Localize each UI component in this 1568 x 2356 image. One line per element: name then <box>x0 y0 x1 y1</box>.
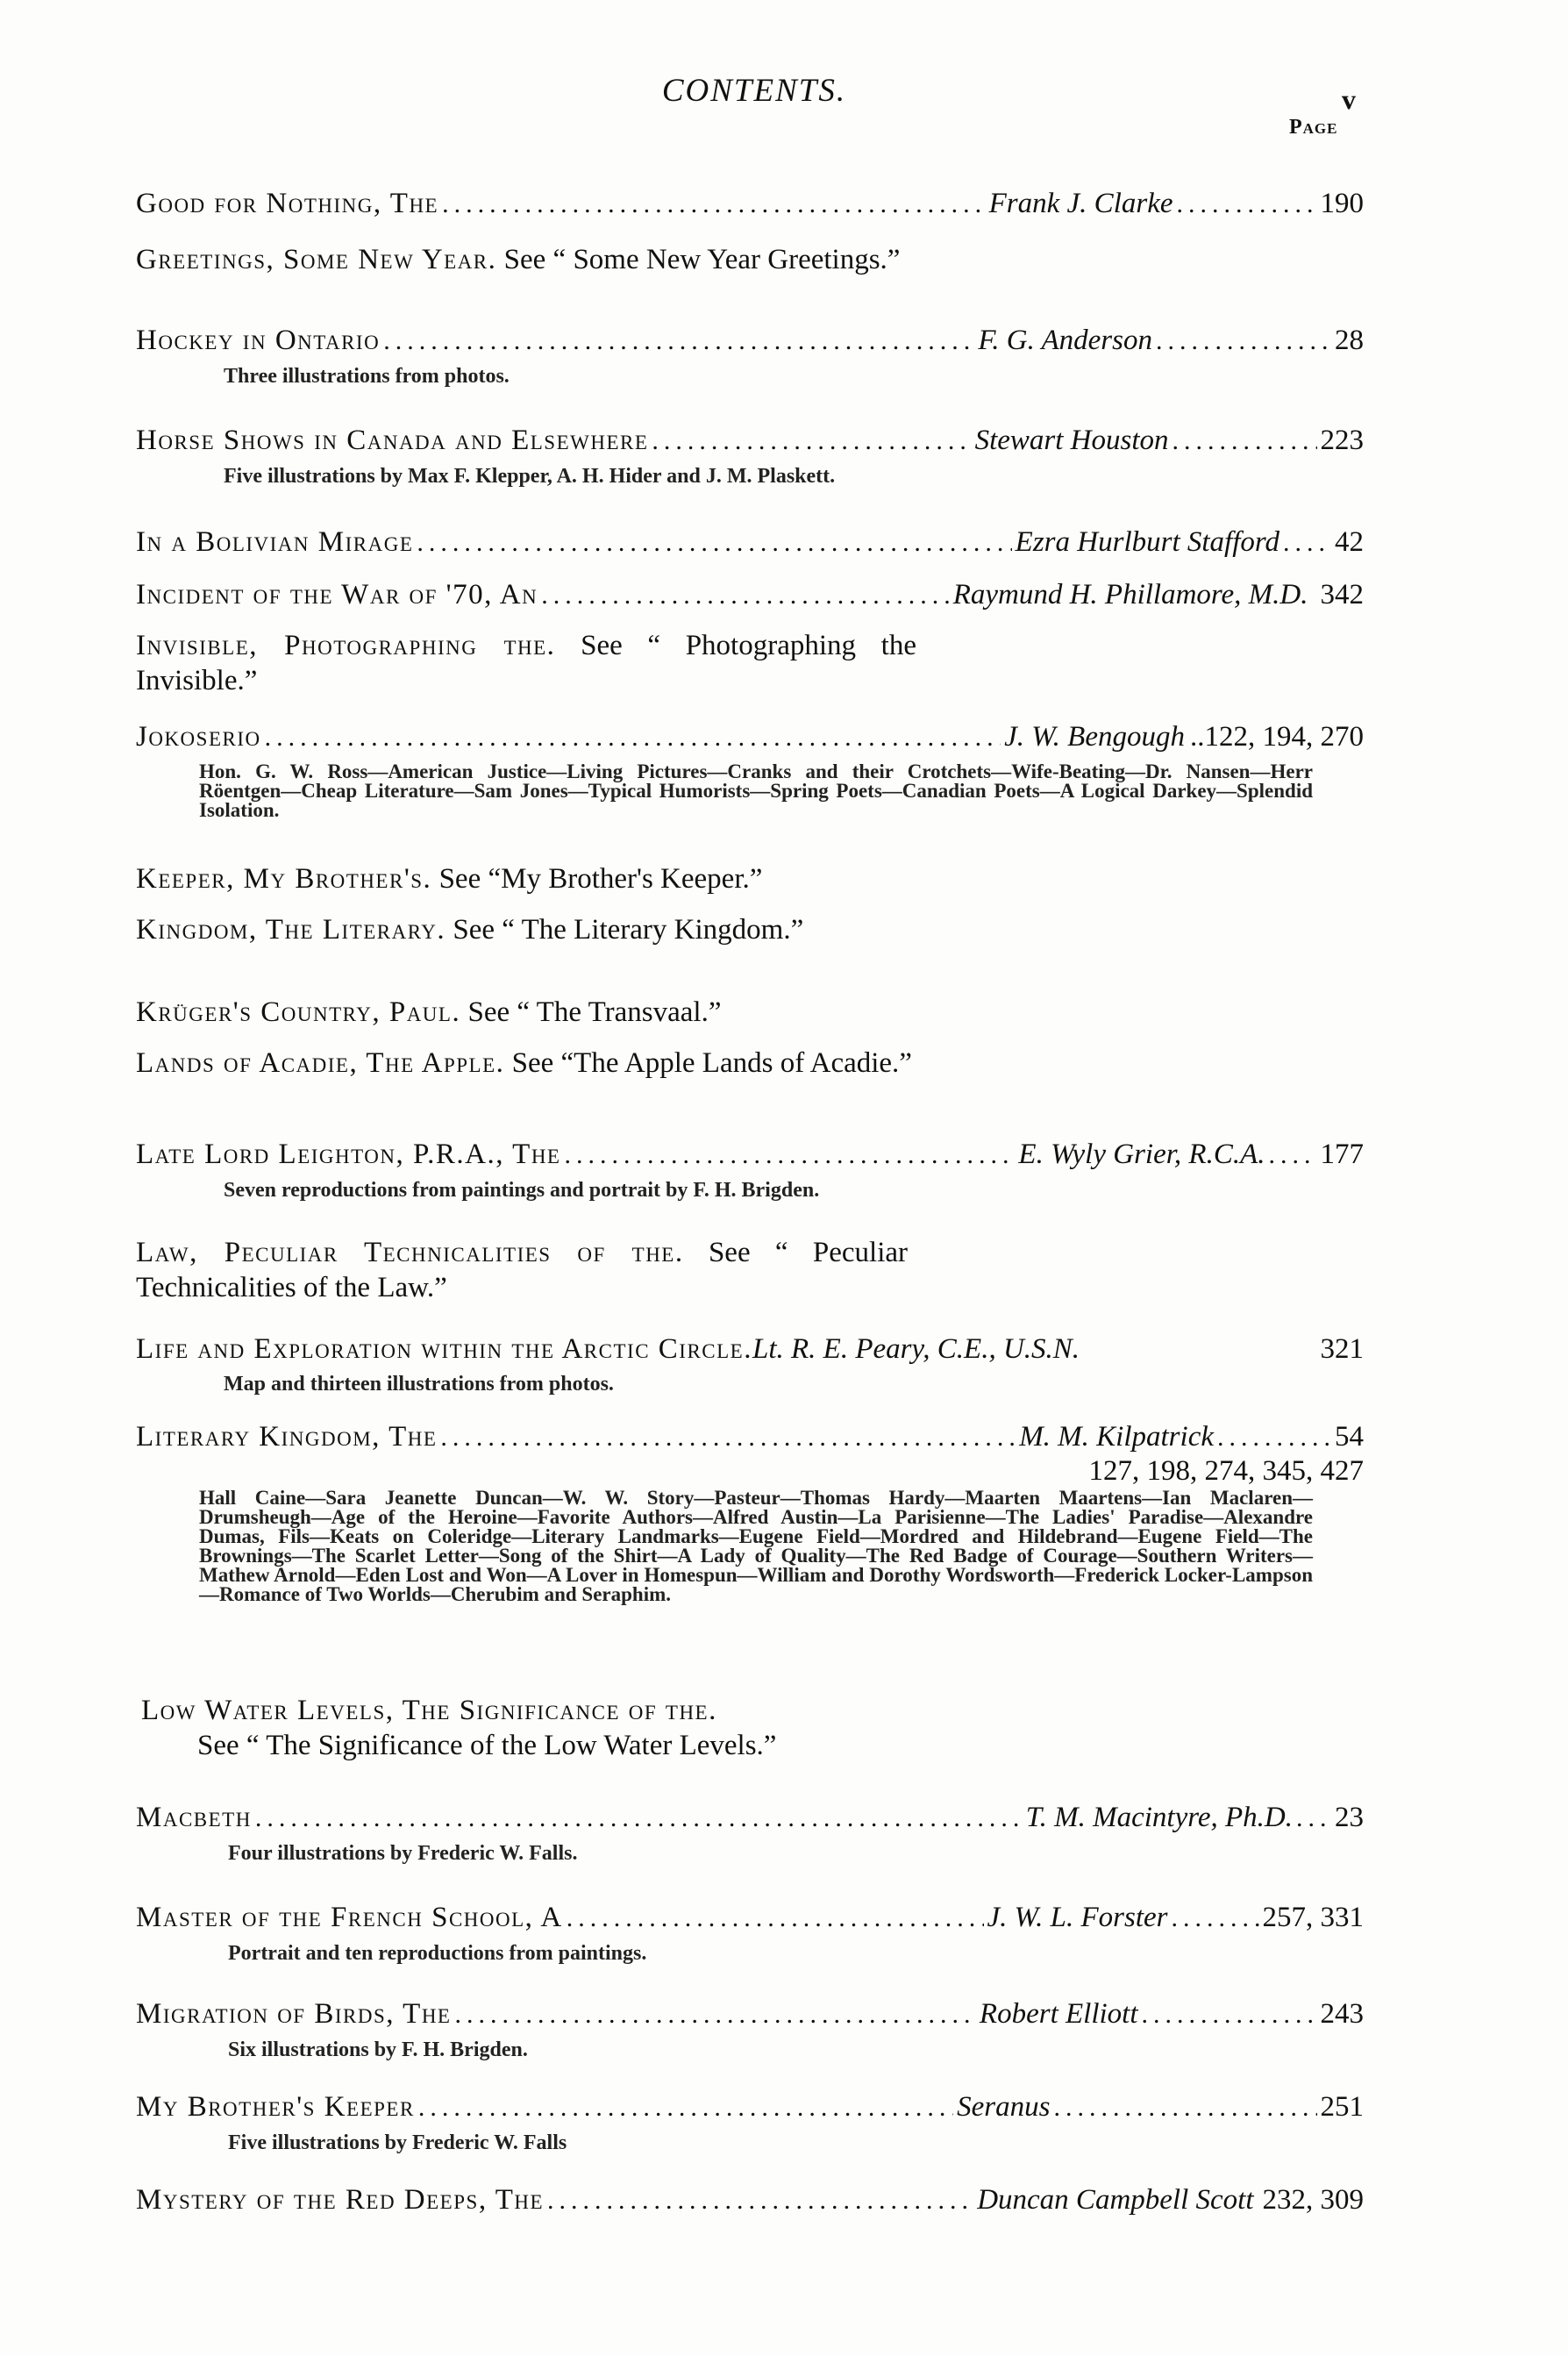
entry-note: Five illustrations by Frederic W. Falls <box>228 2131 567 2154</box>
contents-entry <box>136 1419 1364 1604</box>
entry-author: M. M. Kilpatrick <box>1019 1421 1214 1453</box>
entry-author: Raymund H. Phillamore, M.D. <box>952 579 1308 610</box>
entry-pages: 23 <box>1335 1802 1364 1833</box>
dot-leader <box>564 1138 1015 1173</box>
dot-leader <box>1172 424 1317 459</box>
entry-pages: ..122, 194, 270 <box>1190 721 1364 753</box>
dot-leader <box>454 1997 975 2032</box>
dot-leader <box>567 1901 984 1936</box>
entry-cross-reference: See “ The Significance of the Low Water Levels.” <box>197 1730 777 1761</box>
dot-leader <box>418 2090 953 2125</box>
dot-leader <box>440 1420 1016 1455</box>
entry-author: Ezra Hurlburt Stafford <box>1015 526 1279 558</box>
dot-leader <box>255 1801 1023 1836</box>
contents-entry <box>136 995 1364 1030</box>
entry-cross-reference: See “The Apple Lands of Acadie.” <box>511 1047 912 1079</box>
entry-pages: 251 <box>1320 2091 1364 2123</box>
entry-pages: 28 <box>1335 325 1364 356</box>
entry-title: Kingdom, The Literary. <box>136 914 446 946</box>
dot-leader <box>1054 2090 1317 2125</box>
contents-entry <box>136 1046 1364 1081</box>
entry-cross-reference: See “ Some New Year Greetings.” <box>503 244 901 275</box>
entry-title: Invisible, Photographing the. <box>136 630 556 661</box>
entry-pages: 342 <box>1320 579 1364 610</box>
entry-author: E. Wyly Grier, R.C.A. <box>1018 1139 1265 1170</box>
dot-leader <box>383 324 974 359</box>
entry-title: Mystery of the Red Deeps, The <box>136 2184 545 2216</box>
entry-description: Hall Caine—Sara Jeanette Duncan—W. W. Story—Pasteur—Thomas Hardy—Maarten Maartens—Ian Maclaren—Drumsheugh—Age of the Heroine—Favorite Authors—Alfred Austin—La Parisienne—The Ladies' Paradise—Alexandre Dumas, Fils—Keats on Coleridge—Literary Landmarks—Eugene Field—Mordred and Hildebrand—Eugene Field—The Brownings—The Scarlet Letter—Song of the Shirt—A Lady of Quality—The Red Badge of Courage—Southern Writers—Mathew Arnold—Eden Lost and Won—A Lover in Homespun—William and Dorothy Wordsworth—Frederick Locker-Lampson—Romance of Two Worlds—Cherubim and Seraphim. <box>199 1487 1313 1605</box>
entry-pages: 54 <box>1335 1421 1364 1453</box>
entry-author: Stewart Houston <box>974 425 1169 456</box>
entry-author: Lt. R. E. Peary, C.E., U.S.N. <box>752 1333 1080 1365</box>
dot-leader <box>652 424 971 459</box>
entry-description: Hon. G. W. Ross—American Justice—Living Pictures—Cranks and their Crotchets—Wife-Beating—Dr. Nansen—Herr Röentgen—Cheap Literature—Sam Jones—Typical Humorists—Spring Poets—Canadian Poets—A Logical Darkey—Splendid Isolation. <box>199 760 1313 821</box>
entry-pages: 177 <box>1320 1139 1364 1170</box>
dot-leader <box>1217 1420 1331 1455</box>
entry-cross-reference: See “ Peculiar Technicalities of the Law.” <box>136 1237 909 1303</box>
entry-note: Seven reproductions from paintings and portrait by F. H. Brigden. <box>224 1179 820 1202</box>
entry-title: Life and Exploration within the Arctic Circle. <box>136 1333 752 1365</box>
entry-pages: 190 <box>1320 188 1364 219</box>
dot-leader <box>1296 1801 1331 1836</box>
page-folio: v <box>1342 83 1356 115</box>
contents-entry <box>136 912 1364 947</box>
entry-title: Macbeth <box>136 1802 252 1833</box>
entry-note: Map and thirteen illustrations from photos. <box>224 1373 614 1396</box>
dot-leader <box>547 2183 973 2218</box>
entry-more-pages: 127, 198, 274, 345, 427 <box>1088 1455 1364 1487</box>
entry-author: Robert Elliott <box>979 1998 1138 2030</box>
entry-title: Hockey in Ontario <box>136 325 381 356</box>
entry-note: Four illustrations by Frederic W. Falls. <box>228 1842 578 1865</box>
dot-leader <box>1269 1138 1317 1173</box>
contents-entry <box>136 186 1364 222</box>
entry-pages: 223 <box>1320 425 1364 456</box>
entry-author: Duncan Campbell Scott <box>977 2184 1254 2216</box>
entry-note: Portrait and ten reproductions from paintings. <box>228 1942 647 1965</box>
contents-entry <box>136 2182 1364 2218</box>
entry-title: Keeper, My Brother's. <box>136 863 432 895</box>
contents-entry <box>136 1137 1364 1203</box>
entry-author: J. W. Bengough <box>1004 721 1185 753</box>
contents-entry <box>136 1235 1364 1305</box>
entry-pages: 257, 331 <box>1262 1902 1364 1933</box>
entry-cross-reference: See “ Photographing the Invisible.” <box>136 630 916 696</box>
entry-cross-reference: See “ The Literary Kingdom.” <box>453 914 804 946</box>
contents-entry <box>136 1331 1364 1396</box>
entry-note: Three illustrations from photos. <box>224 365 510 388</box>
contents-entry <box>136 525 1364 560</box>
dot-leader <box>417 525 1011 560</box>
dot-leader <box>1172 1901 1259 1936</box>
entry-title: Incident of the War of '70, An <box>136 579 538 610</box>
dot-leader <box>541 578 949 613</box>
entry-title: Good for Nothing, The <box>136 188 439 219</box>
entry-title: Migration of Birds, The <box>136 1998 452 2030</box>
dot-leader <box>1156 324 1331 359</box>
entry-pages: 321 <box>1320 1333 1364 1365</box>
entry-pages: 243 <box>1320 1998 1364 2030</box>
contents-entry <box>136 1996 1364 2062</box>
entry-title: Jokoserio <box>136 721 261 753</box>
entry-title: Literary Kingdom, The <box>136 1421 438 1453</box>
entry-note: Six illustrations by F. H. Brigden. <box>228 2038 528 2061</box>
entry-title: Late Lord Leighton, P.R.A., The <box>136 1139 561 1170</box>
entry-author: Frank J. Clarke <box>988 188 1173 219</box>
entry-cross-reference: See “My Brother's Keeper.” <box>438 863 763 895</box>
entry-author: F. G. Anderson <box>978 325 1152 356</box>
entry-title: My Brother's Keeper <box>136 2091 415 2123</box>
contents-entry <box>136 1693 1364 1763</box>
entry-pages: 42 <box>1335 526 1364 558</box>
entry-author: T. M. Macintyre, Ph.D. <box>1025 1802 1293 1833</box>
entry-title: Law, Peculiar Technicalities of the. <box>136 1237 684 1268</box>
dot-leader <box>1283 525 1331 560</box>
entry-pages: 232, 309 <box>1262 2184 1364 2216</box>
contents-entry <box>136 242 1364 277</box>
contents-entry <box>136 323 1364 389</box>
entry-title: Horse Shows in Canada and Elsewhere <box>136 425 649 456</box>
dot-leader <box>442 187 986 222</box>
entry-title: Greetings, Some New Year. <box>136 244 497 275</box>
dot-leader <box>265 720 1001 755</box>
dot-leader <box>1177 187 1317 222</box>
running-title: CONTENTS. <box>661 73 847 109</box>
entry-title: In a Bolivian Mirage <box>136 526 414 558</box>
entry-title: Krüger's Country, Paul. <box>136 996 461 1028</box>
page-column-label: Page <box>1289 116 1338 139</box>
contents-entry <box>136 719 1364 820</box>
entry-title: Low Water Levels, The Significance of the. <box>141 1695 717 1726</box>
contents-entry <box>136 1800 1364 1866</box>
contents-entry <box>136 1900 1364 1966</box>
contents-entry <box>136 2089 1364 2155</box>
dot-leader <box>1142 1997 1317 2032</box>
contents-entry <box>136 423 1364 489</box>
entry-author: J. W. L. Forster <box>987 1902 1168 1933</box>
entry-author: Seranus <box>957 2091 1051 2123</box>
entry-title: Lands of Acadie, The Apple. <box>136 1047 505 1079</box>
contents-entry <box>136 628 1364 698</box>
contents-entry <box>136 861 1364 896</box>
entry-title: Master of the French School, A <box>136 1902 563 1933</box>
contents-entry <box>136 577 1364 613</box>
entry-cross-reference: See “ The Transvaal.” <box>467 996 722 1028</box>
entry-note: Five illustrations by Max F. Klepper, A. H. Hider and J. M. Plaskett. <box>224 465 836 488</box>
